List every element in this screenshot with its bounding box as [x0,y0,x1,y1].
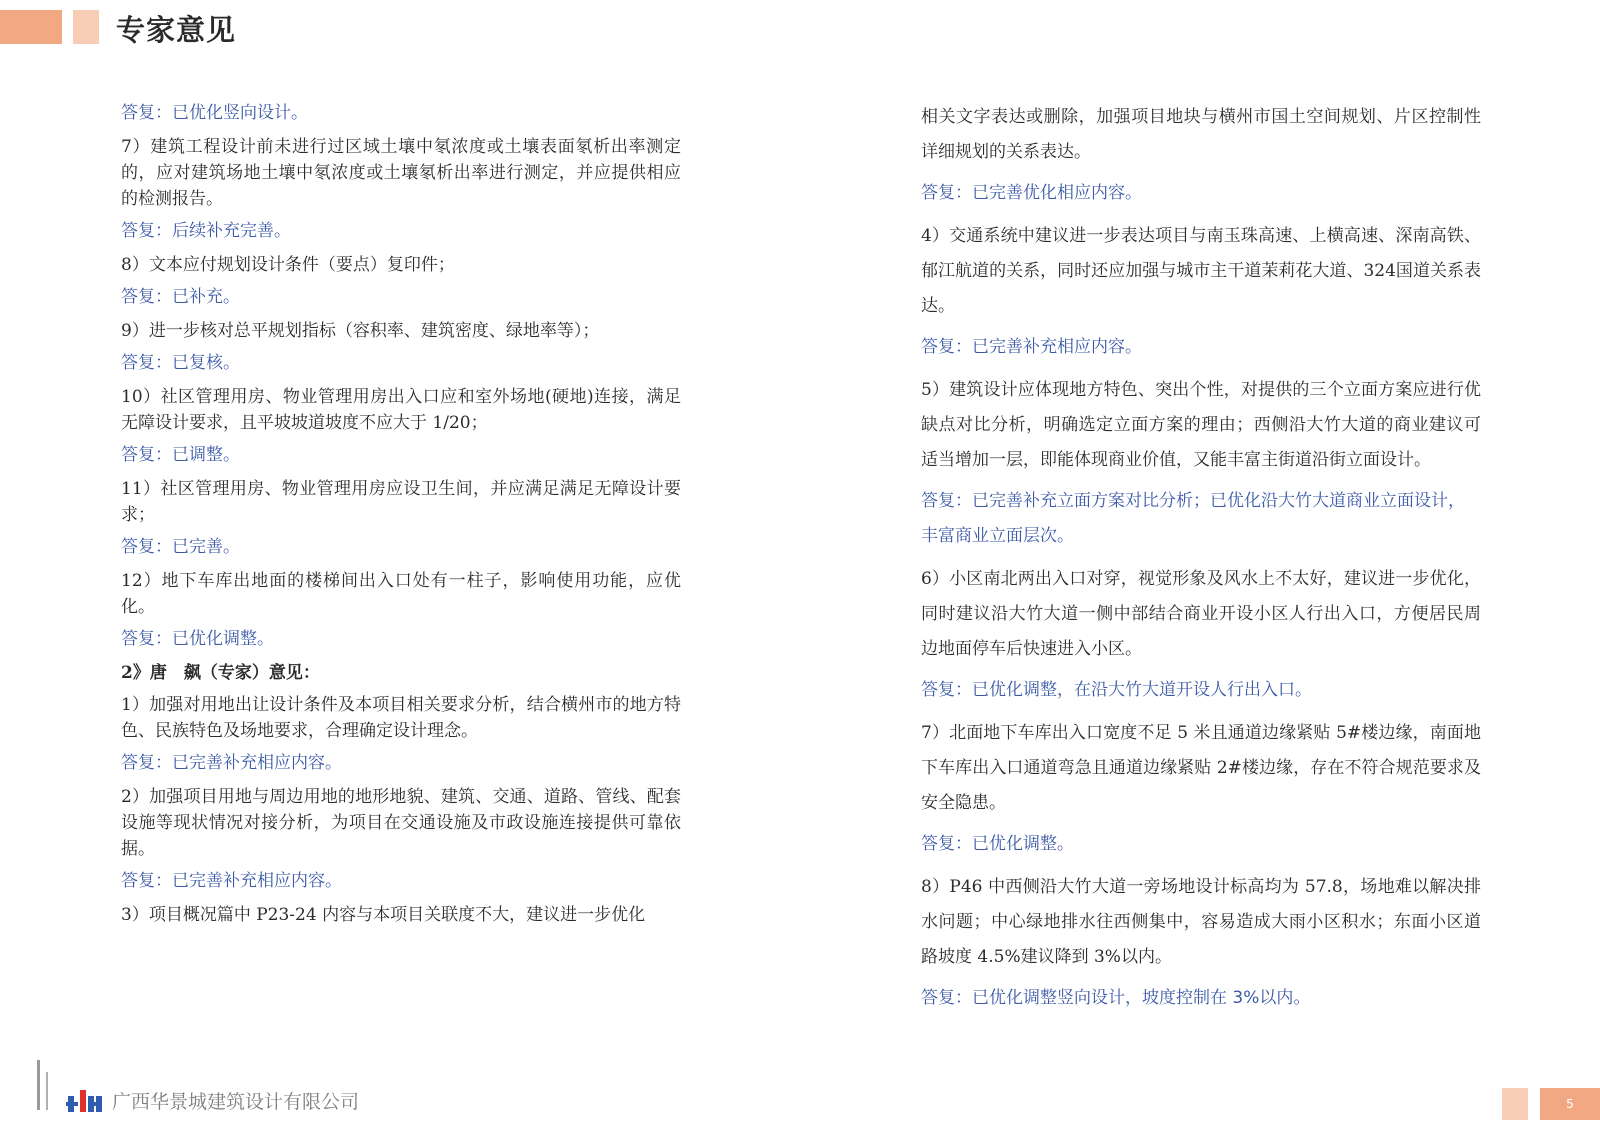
reply-text: 答复：已完善补充立面方案对比分析；已优化沿大竹大道商业立面设计，丰富商业立面层次。 [921,491,1465,546]
opinion-paragraph: 10）社区管理用房、物业管理用房出入口应和室外场地(硬地)连接，满足无障设计要求，且平坡坡道坡度不应大于 1/20； [121,387,681,433]
right-column [921,100,1481,1024]
opinion-paragraph: 3）项目概况篇中 P23-24 内容与本项目关联度不大，建议进一步优化 [121,905,646,925]
reply-text: 答复：已优化调整竖向设计，坡度控制在 3%以内。 [921,988,1311,1008]
opinion-paragraph: 7）北面地下车库出入口宽度不足 5 米且通道边缘紧贴 5#楼边缘，南面地下车库出入口通道弯急且通道边缘紧贴 2#楼边缘，存在不符合规范要求及安全隐患。 [921,723,1481,813]
reply-text: 答复：已优化调整。 [921,834,1074,854]
reply-text: 答复：已优化调整。 [121,629,274,649]
reply-text: 答复：已完善。 [121,537,240,557]
opinion-paragraph: 6）小区南北两出入口对穿，视觉形象及风水上不太好，建议进一步优化，同时建议沿大竹大道一侧中部结合商业开设小区人行出入口，方便居民周边地面停车后快速进入小区。 [921,569,1481,659]
opinion-paragraph: 8）文本应付规划设计条件（要点）复印件； [121,255,455,275]
page-number-accent [1502,1088,1528,1120]
company-logo-icon [66,1086,104,1114]
reply-text: 答复：后续补充完善。 [121,221,291,241]
left-column [121,100,681,934]
opinion-paragraph: 相关文字表达或删除，加强项目地块与横州市国土空间规划、片区控制性详细规划的关系表达。 [921,107,1481,162]
reply-text: 答复：已完善优化相应内容。 [921,183,1142,203]
footer-divider [37,1060,40,1110]
opinion-paragraph: 9）进一步核对总平规划指标（容积率、建筑密度、绿地率等）； [121,321,600,341]
opinion-paragraph: 8）P46 中西侧沿大竹大道一旁场地设计标高均为 57.8，场地难以解决排水问题；中心绿地排水往西侧集中，容易造成大雨小区积水；东面小区道路坡度 4.5%建议降到 3%以内。 [921,877,1481,967]
footer-divider-thin [46,1072,48,1110]
reply-text: 答复：已调整。 [121,445,240,465]
reply-text: 答复：已优化调整，在沿大竹大道开设人行出入口。 [921,680,1312,700]
opinion-paragraph: 1）加强对用地出让设计条件及本项目相关要求分析，结合横州市的地方特色、民族特色及场地要求，合理确定设计理念。 [121,695,681,741]
reply-text: 答复：已完善补充相应内容。 [121,871,342,891]
opinion-paragraph: 11）社区管理用房、物业管理用房应设卫生间，并应满足满足无障设计要求； [121,479,681,525]
header-accent-bar [0,10,62,44]
page-number: 5 [1540,1088,1600,1120]
reply-text: 答复：已完善补充相应内容。 [921,337,1142,357]
opinion-paragraph: 7）建筑工程设计前未进行过区域土壤中氡浓度或土壤表面氡析出率测定的，应对建筑场地土壤中氡浓度或土壤氡析出率进行测定，并应提供相应的检测报告。 [121,137,681,209]
reply-text: 答复：已完善补充相应内容。 [121,753,342,773]
section-heading: 2》唐 飙（专家）意见： [121,663,320,683]
company-name: 广西华景城建筑设计有限公司 [112,1091,360,1113]
reply-text: 答复：已优化竖向设计。 [121,103,308,123]
opinion-paragraph: 2）加强项目用地与周边用地的地形地貌、建筑、交通、道路、管线、配套设施等现状情况对接分析，为项目在交通设施及市政设施连接提供可靠依据。 [121,787,681,859]
page-title: 专家意见 [116,13,237,47]
opinion-paragraph: 4）交通系统中建议进一步表达项目与南玉珠高速、上横高速、深南高铁、郁江航道的关系，同时还应加强与城市主干道茉莉花大道、324国道关系表达。 [921,226,1481,316]
opinion-paragraph: 5）建筑设计应体现地方特色、突出个性，对提供的三个立面方案应进行优缺点对比分析，明确选定立面方案的理由；西侧沿大竹大道的商业建议可适当增加一层，即能体现商业价值，又能丰富主街道沿街立面设计。 [921,380,1481,470]
reply-text: 答复：已补充。 [121,287,240,307]
header-accent-bar-light [73,10,99,44]
opinion-paragraph: 12）地下车库出地面的楼梯间出入口处有一柱子，影响使用功能，应优化。 [121,571,681,617]
reply-text: 答复：已复核。 [121,353,240,373]
